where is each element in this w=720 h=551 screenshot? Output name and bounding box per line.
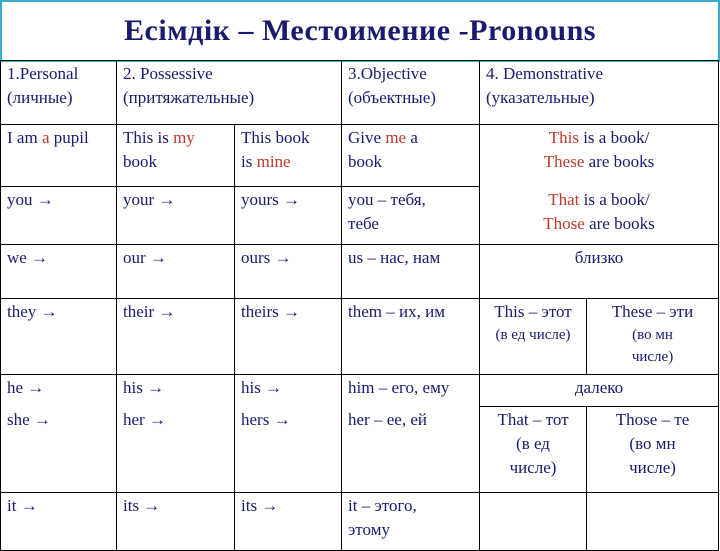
demonstrative-those: Those – те (во мн числе) — [587, 407, 719, 493]
demonstrative-these: These – эти (во мн числе) — [587, 299, 719, 375]
header-objective: 3.Objective (объектные) — [342, 61, 480, 125]
demonstrative-empty-right — [587, 493, 719, 551]
absolute-his: his → — [235, 375, 342, 407]
objective-it: it – этого, этому — [342, 493, 480, 551]
demonstrative-near: близко — [480, 245, 719, 299]
personal-you: you → — [1, 187, 117, 245]
examples-row — [1, 125, 719, 187]
example-personal: I am a pupil — [1, 125, 117, 187]
possessive-his: his → — [117, 375, 235, 407]
demonstrative-this: This – этот (в ед числе) — [480, 299, 587, 375]
table-row-we — [1, 245, 719, 299]
possessive-their: their → — [117, 299, 235, 375]
absolute-hers: hers → — [235, 407, 342, 493]
example-objective: Give me a book — [342, 125, 480, 187]
objective-her: her – ее, ей — [342, 407, 480, 493]
header-personal: 1.Personal (личные) — [1, 61, 117, 125]
possessive-our: our → — [117, 245, 235, 299]
demonstrative-empty-left — [480, 493, 587, 551]
personal-we: we → — [1, 245, 117, 299]
page-title: Есімдік – Местоимение -Pronouns — [124, 14, 596, 47]
absolute-its: its → — [235, 493, 342, 551]
possessive-your: your → — [117, 187, 235, 245]
objective-him: him – его, ему — [342, 375, 480, 407]
table-row-it — [1, 493, 719, 551]
example-demonstrative-this: This is a book/ These are books — [480, 125, 719, 187]
possessive-her: her → — [117, 407, 235, 493]
table-row-you — [1, 187, 719, 245]
personal-she: she → — [1, 407, 117, 493]
table-row-he — [1, 375, 719, 407]
header-possessive: 2. Possessive (притяжательные) — [117, 61, 342, 125]
absolute-yours: yours → — [235, 187, 342, 245]
personal-he: he → — [1, 375, 117, 407]
example-demonstrative-that: That is a book/ Those are books — [480, 187, 719, 245]
objective-them: them – их, им — [342, 299, 480, 375]
header-row — [1, 61, 719, 125]
header-demonstrative: 4. Demonstrative (указательные) — [480, 61, 719, 125]
objective-you: you – тебя, тебе — [342, 187, 480, 245]
title-box — [0, 0, 720, 62]
personal-it: it → — [1, 493, 117, 551]
absolute-theirs: theirs → — [235, 299, 342, 375]
demonstrative-far: далеко — [480, 375, 719, 407]
example-absolute: This book is mine — [235, 125, 342, 187]
table-row-they — [1, 299, 719, 375]
absolute-ours: ours → — [235, 245, 342, 299]
table-row-she — [1, 407, 719, 493]
example-possessive: This is my book — [117, 125, 235, 187]
objective-us: us – нас, нам — [342, 245, 480, 299]
personal-they: they → — [1, 299, 117, 375]
pronoun-table — [0, 60, 719, 551]
demonstrative-that: That – тот (в ед числе) — [480, 407, 587, 493]
possessive-its: its → — [117, 493, 235, 551]
